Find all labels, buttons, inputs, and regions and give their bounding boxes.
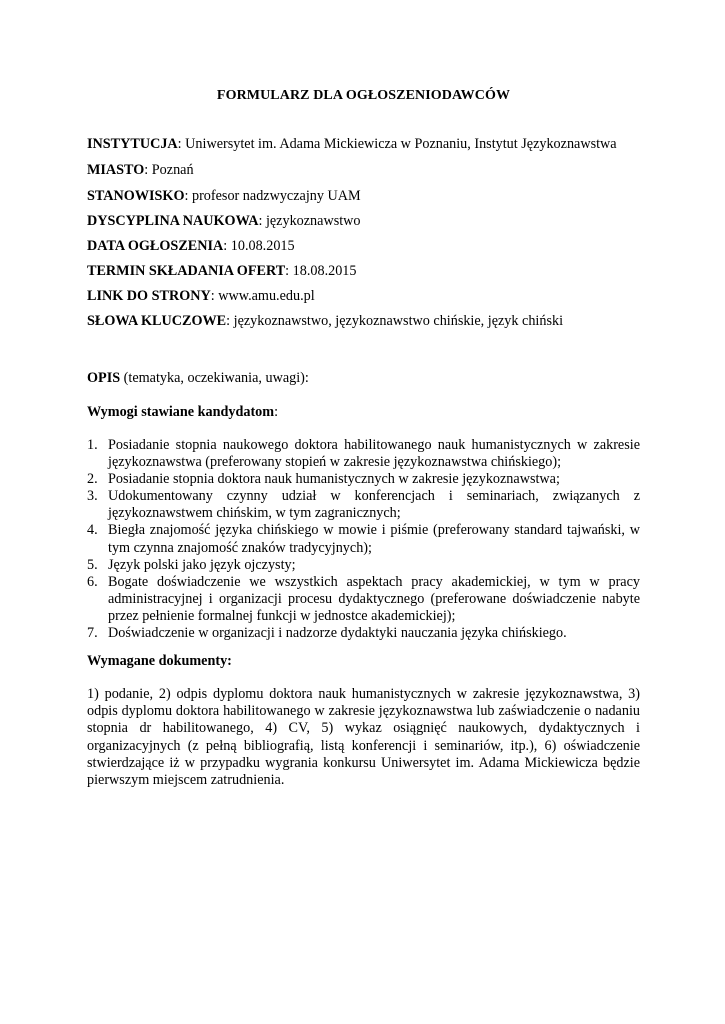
- list-item-number: 3.: [87, 488, 98, 505]
- field-keywords: [87, 313, 647, 330]
- requirements-heading-colon: :: [274, 404, 279, 420]
- documents-paragraph: 1) podanie, 2) odpis dyplomu doktora nauk humanistycznych w zakresie językoznawstwa, 3) odpis dyplomu doktora habilitowanego w zakresie językoznawstwa lub zaświadczenie o nadaniu stopnia dr habilitowanego, 4) CV, 5) wykaz osiągnięć naukowych, dydaktycznych i organizacyjnych (z pełną bibliografią, listą konferencji i seminariów, itp.), 6) oświadczenie stwierdzające iż w przypadku wygrania konkursu Uniwersytet im. Adama Mickiewicza będzie pierwszym miejscem zatrudnienia.: [87, 686, 640, 789]
- list-item-text: Posiadanie stopnia naukowego doktora habilitowanego nauk humanistycznych w zakresie językoznawstwa (preferowany stopień w zakresie językoznawstwa chińskiego);: [108, 437, 640, 471]
- field-label: DYSCYPLINA NAUKOWA: [87, 213, 259, 229]
- requirements-heading: [87, 404, 278, 421]
- field-position: [87, 188, 647, 205]
- list-item-number: 6.: [87, 573, 98, 590]
- field-institution: [87, 136, 647, 153]
- field-value: : profesor nadzwyczajny UAM: [184, 188, 361, 204]
- field-label: TERMIN SKŁADANIA OFERT: [87, 263, 286, 279]
- list-item: [87, 488, 640, 522]
- field-city: [87, 162, 647, 179]
- field-label: LINK DO STRONY: [87, 288, 211, 304]
- field-label: DATA OGŁOSZENIA: [87, 238, 224, 254]
- list-item: [87, 471, 640, 488]
- field-discipline: [87, 213, 647, 230]
- list-item-number: 5.: [87, 556, 98, 573]
- list-item: [87, 574, 640, 625]
- field-announcement-date: [87, 238, 647, 255]
- list-item: [87, 625, 640, 642]
- page-title: FORMULARZ DLA OGŁOSZENIODAWCÓW: [216, 88, 511, 103]
- field-label: MIASTO: [87, 162, 145, 178]
- list-item-text: Biegła znajomość języka chińskiego w mowie i piśmie (preferowany standard tajwański, w tym czynna znajomość znaków tradycyjnych);: [108, 522, 640, 556]
- list-item-number: 7.: [87, 625, 98, 642]
- field-deadline: [87, 263, 647, 280]
- field-label: INSTYTUCJA: [87, 136, 178, 152]
- field-value: : Uniwersytet im. Adama Mickiewicza w Poznaniu, Instytut Językoznawstwa: [177, 136, 617, 152]
- requirements-heading-label: Wymogi stawiane kandydatom: [87, 404, 275, 420]
- list-item: [87, 522, 640, 556]
- list-item-text: Bogate doświadczenie we wszystkich aspektach pracy akademickiej, w tym w pracy administracyjnej i organizacji procesu dydaktycznego (preferowane doświadczenie nabyte przez pełnienie formalnej funkcji w jednostce akademickiej);: [108, 573, 640, 624]
- list-item-text: Posiadanie stopnia doktora nauk humanistycznych w zakresie językoznawstwa;: [108, 471, 560, 488]
- list-item-number: 1.: [87, 437, 98, 453]
- field-value: : językoznawstwo: [258, 213, 361, 229]
- list-item-text: Język polski jako język ojczysty;: [108, 556, 296, 573]
- field-label: SŁOWA KLUCZOWE: [87, 313, 227, 329]
- field-value: : 10.08.2015: [223, 238, 295, 254]
- list-item: [87, 557, 640, 574]
- description-label: OPIS: [87, 370, 121, 386]
- field-value: : www.amu.edu.pl: [210, 288, 315, 304]
- list-item-text: Udokumentowany czynny udział w konferencjach i seminariach, związanych z językoznawstwem chińskim, w tym zagranicznych;: [108, 488, 640, 522]
- field-value: : 18.08.2015: [285, 263, 357, 279]
- requirements-list: [87, 437, 640, 642]
- list-item-number: 2.: [87, 471, 98, 488]
- list-item-text: Doświadczenie w organizacji i nadzorze dydaktyki nauczania języka chińskiego.: [108, 625, 567, 642]
- field-value: : Poznań: [144, 162, 194, 178]
- description-heading: [87, 370, 309, 387]
- description-hint: (tematyka, oczekiwania, uwagi):: [120, 370, 309, 386]
- field-value: : językoznawstwo, językoznawstwo chińskie, język chiński: [226, 313, 564, 329]
- list-item-number: 4.: [87, 522, 98, 539]
- field-label: STANOWISKO: [87, 188, 185, 204]
- field-link: [87, 288, 647, 305]
- documents-heading: Wymagane dokumenty:: [87, 653, 232, 669]
- list-item: [87, 437, 640, 471]
